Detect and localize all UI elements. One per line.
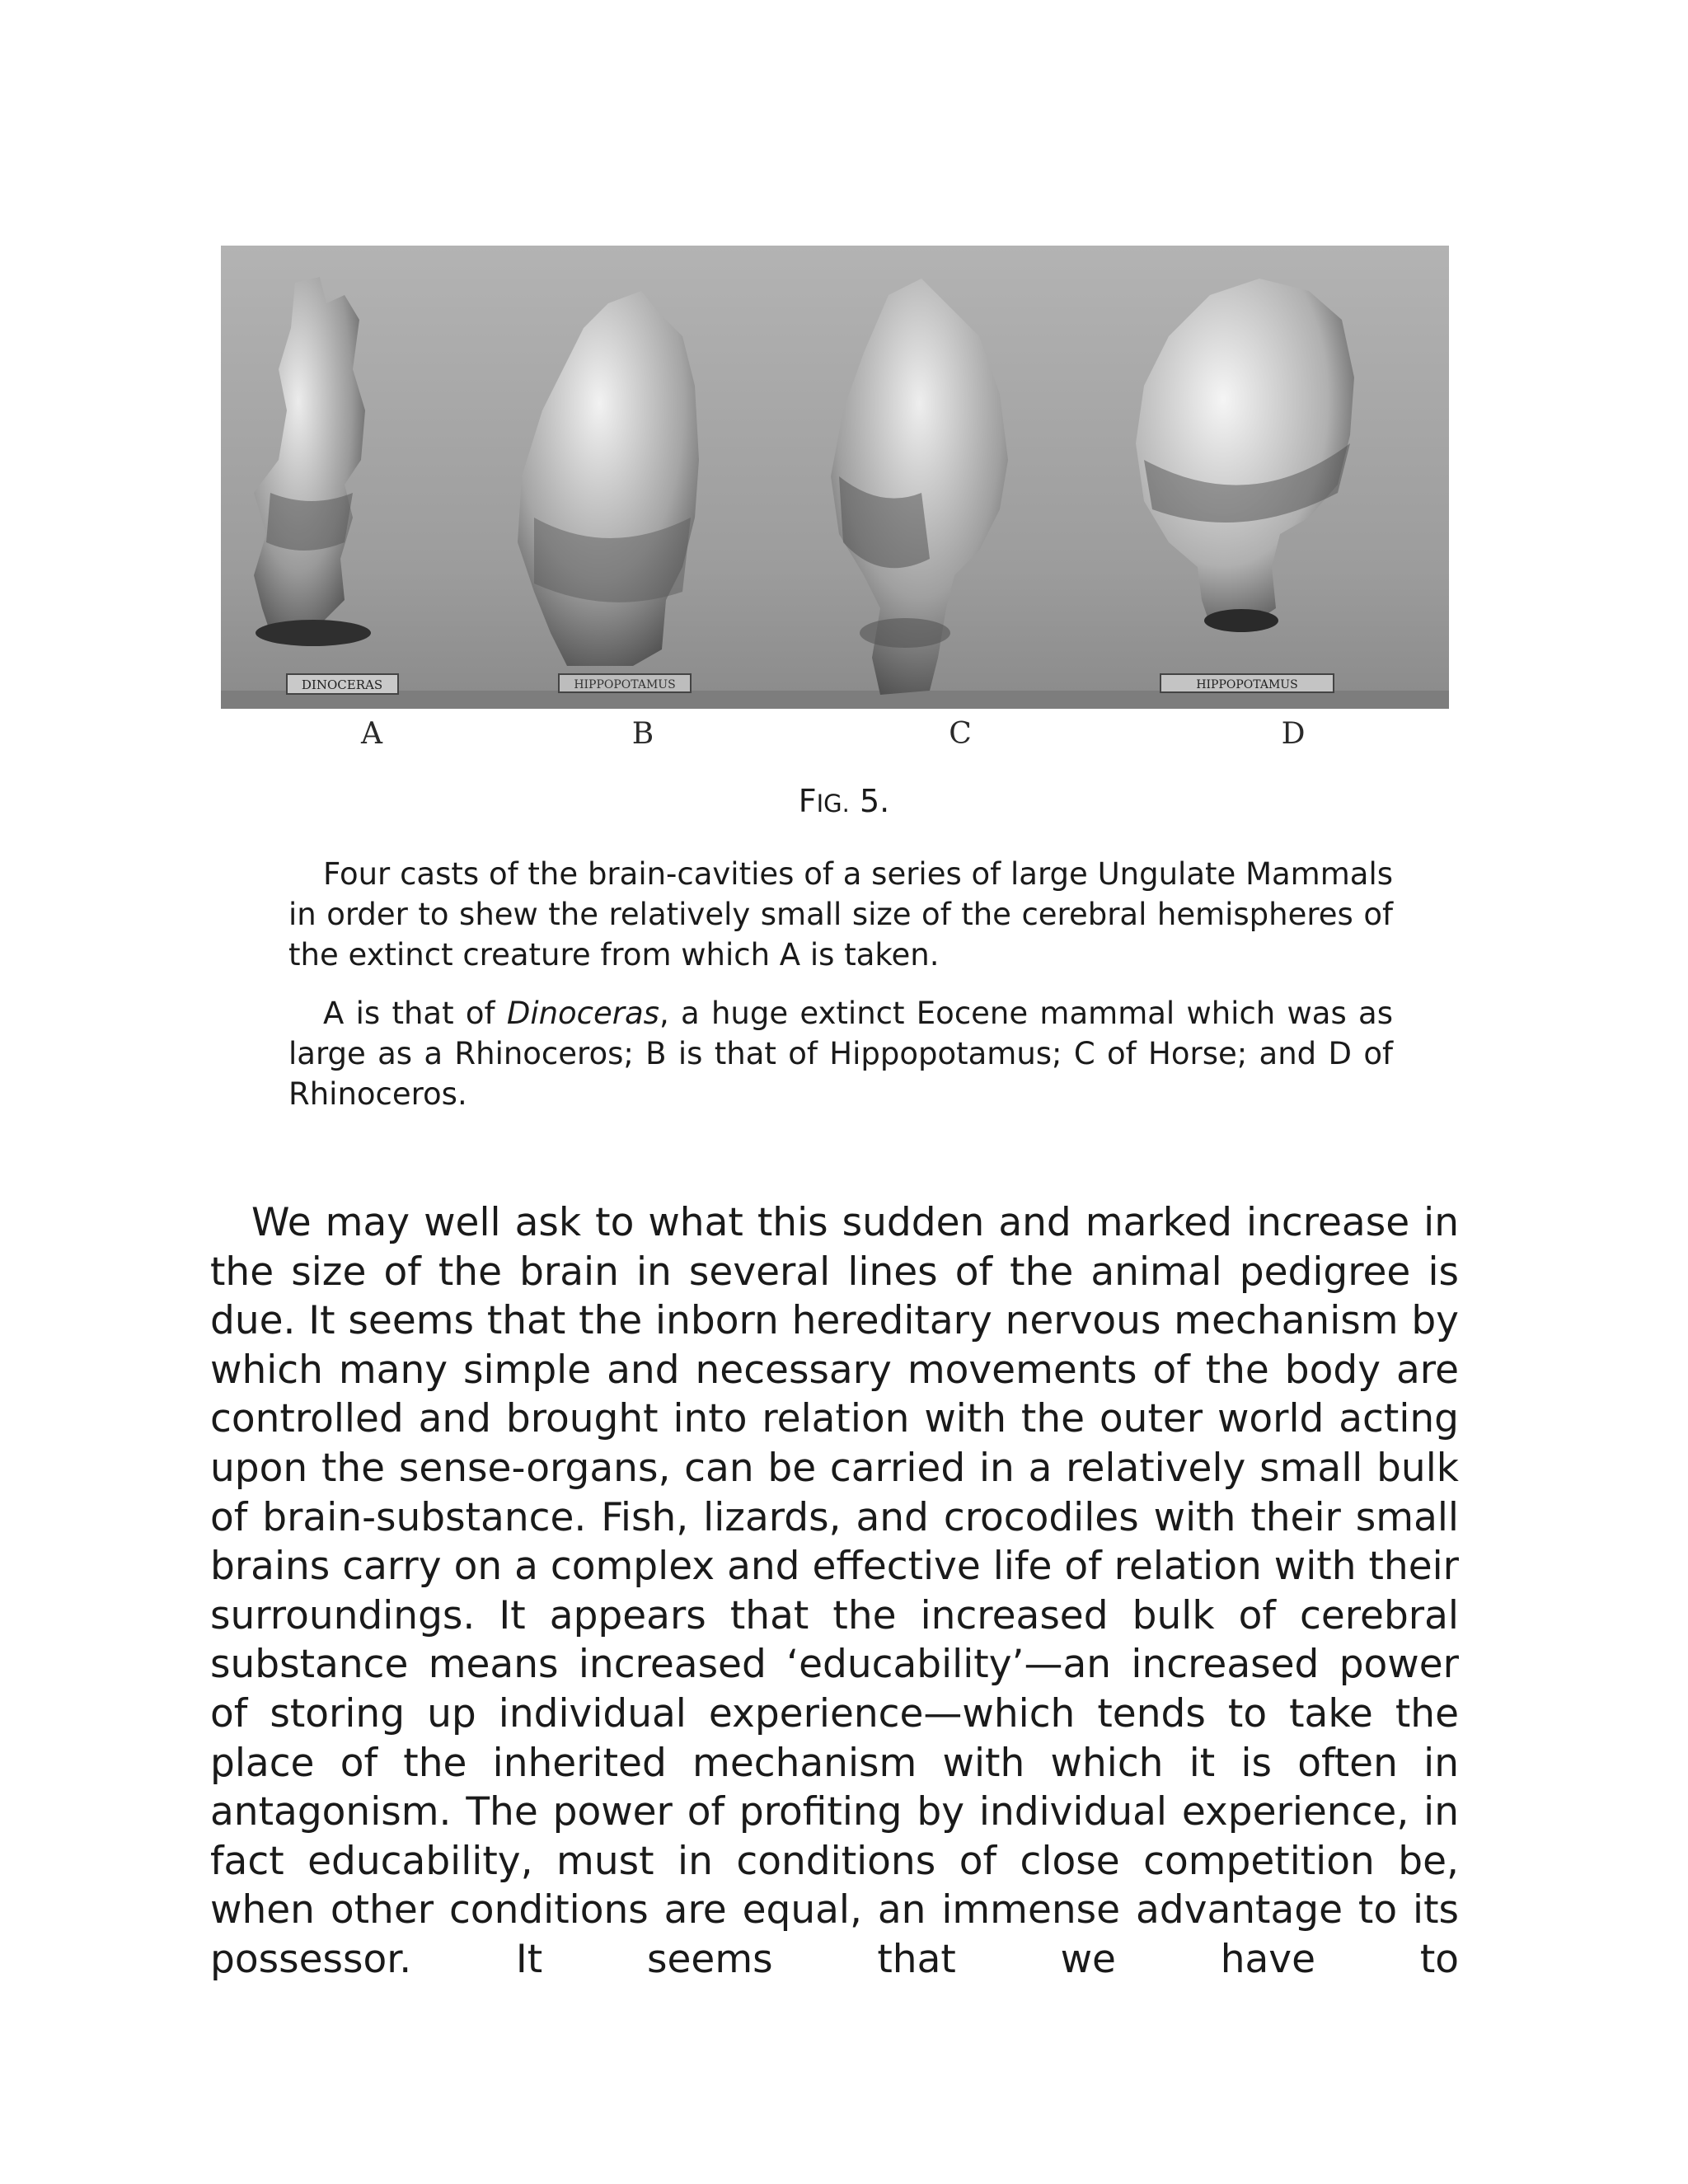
caption-text-2-before: A is that of bbox=[323, 996, 507, 1031]
specimen-label-d: HIPPOPOTAMUS bbox=[1196, 678, 1298, 691]
panel-letter-b: B bbox=[631, 717, 654, 751]
panel-letter-a: A bbox=[361, 717, 382, 751]
figure-plate-photograph bbox=[221, 246, 1449, 709]
body-paragraph: We may well ask to what this sudden and marked increase in the size of the brain in several lines of the animal pedigree is due. It seems that the inborn hereditary nervous mechanism by which many simple and necessary movements of the body are controlled and brought into relation with the outer world acting upon the sense-organs, can be carried in a relatively small bulk of brain-substance. Fish, lizards, and crocodiles with their small brains carry on a complex and effective life of relation with their surroundings. It appears that the increased bulk of cerebral substance means increased ‘educability’—an increased power of storing up individual experience—which tends to take the place of the inherited mechanism with which it is often in antagonism. The power of profiting by individual experience, in fact educability, must in conditions of close competition be, when other conditions are equal, an immense advantage to its possessor. It seems that we have to bbox=[210, 1200, 1459, 1982]
caption-text-1: Four casts of the brain-cavities of a series of large Ungulate Mammals in order to shew the relatively small size of the cerebral hemispheres of the extinct creature from which A is taken. bbox=[288, 856, 1393, 972]
caption-text-2-after: , a huge extinct Eocene mammal which was as large as a Rhinoceros; B is that of Hippopotamus; C of Horse; and D of Rhinoceros. bbox=[288, 996, 1393, 1112]
figure-caption-paragraph-2 bbox=[288, 993, 1393, 1114]
brain-casts-illustration bbox=[221, 246, 1449, 709]
caption-text-2-italic: Dinoceras bbox=[506, 996, 659, 1031]
panel-letter-c: C bbox=[949, 717, 972, 751]
figure-caption-paragraph-1 bbox=[288, 854, 1393, 975]
figure-label bbox=[0, 783, 1688, 819]
specimen-label-a: DINOCERAS bbox=[301, 677, 383, 692]
figure-label-initial: F bbox=[798, 783, 817, 819]
figure-label-rest: IG. bbox=[816, 790, 850, 818]
panel-letters-row bbox=[221, 717, 1449, 766]
specimen-label-b: HIPPOPOTAMUS bbox=[574, 678, 676, 691]
figure-number: 5. bbox=[859, 783, 890, 819]
panel-letter-d: D bbox=[1281, 717, 1306, 751]
